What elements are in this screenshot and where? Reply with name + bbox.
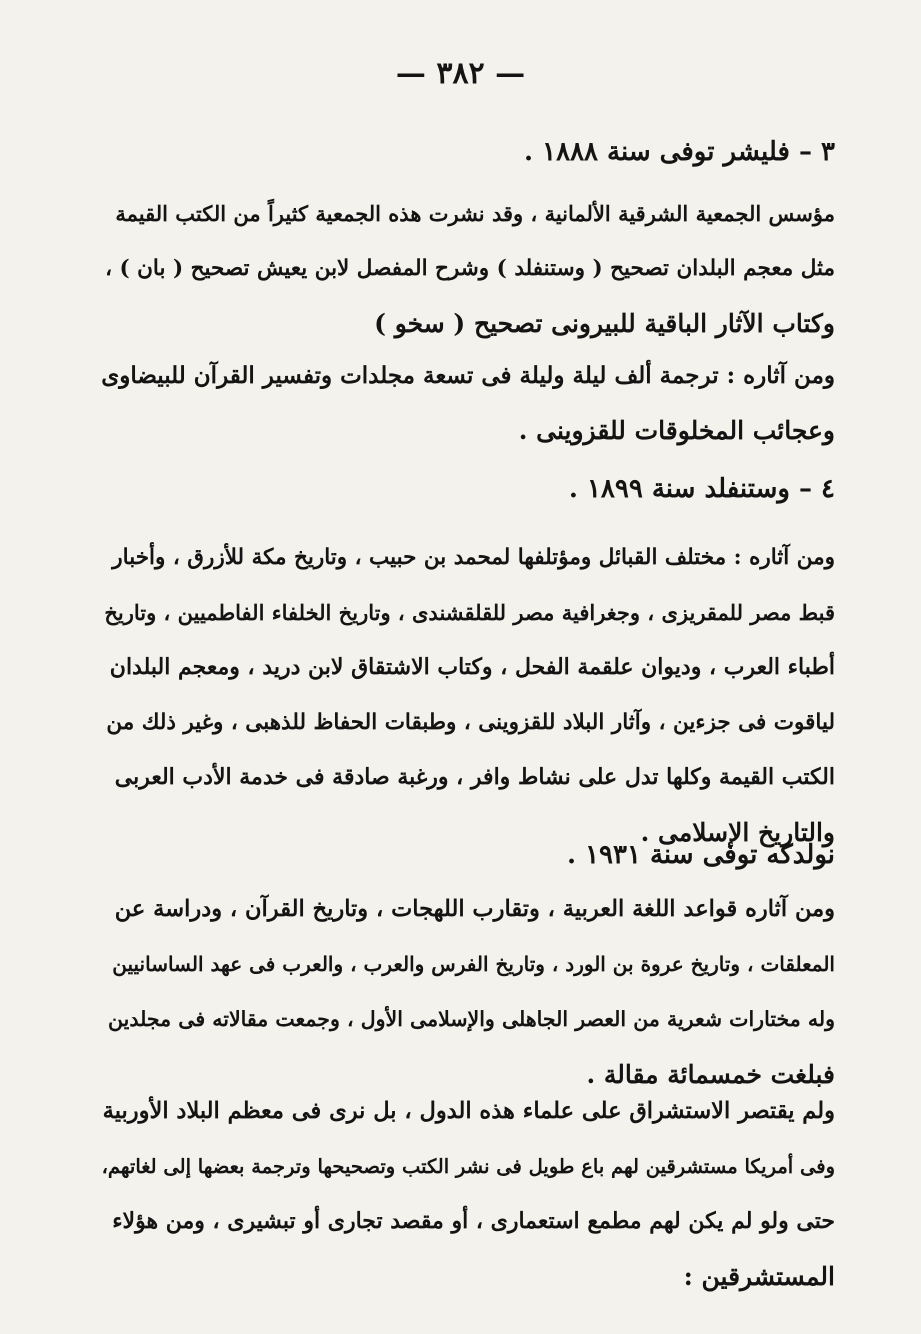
paragraph-line: ومن آثاره قواعد اللغة العربية ، وتقارب اللهجات ، وتاريخ القرآن ، ودراسة عن: [114, 896, 835, 922]
paragraph-line: فبلغت خمسمائة مقالة .: [586, 1060, 835, 1089]
paragraph-line: قبط مصر للمقريزى ، وجغرافية مصر للقلقشندى ، وتاريخ الخلفاء الفاطميين ، وتاريخ: [104, 600, 835, 625]
page-number: — ٣٨٢ —: [395, 56, 526, 91]
paragraph-line: وعجائب المخلوقات للقزوينى .: [518, 416, 835, 445]
paragraph-line: وكتاب الآثار الباقية للبيرونى تصحيح ( سخو ): [374, 309, 835, 338]
paragraph-fleischer-works: [100, 348, 835, 458]
heading-wustenfeld: ٤ – وستنفلد سنة ١٨٩٩ .: [568, 474, 835, 504]
paragraph-line: وله مختارات شعرية من العصر الجاهلى والإسلامى الأول ، وجمعت مقالاته فى مجلدين: [108, 1007, 835, 1031]
paragraph-noldeke-works: [100, 882, 835, 1102]
paragraph-line: حتى ولو لم يكن لهم مطمع استعمارى ، أو مقصد تجارى أو تبشيرى ، ومن هؤلاء: [112, 1208, 835, 1234]
paragraph-line: المعلقات ، وتاريخ عروة بن الورد ، وتاريخ الفرس والعرب ، والعرب فى عهد الساسانيين: [112, 952, 835, 976]
paragraph-line: ومن آثاره : ترجمة ألف ليلة وليلة فى تسعة مجلدات وتفسير القرآن للبيضاوى: [101, 362, 835, 389]
paragraph-line: ومن آثاره : مختلف القبائل ومؤتلفها لمحمد بن حبيب ، وتاريخ مكة للأزرق ، وأخبار: [112, 545, 835, 570]
paragraph-line: الكتب القيمة وكلها تدل على نشاط وافر ، ورغبة صادقة فى خدمة الأدب العربى: [114, 764, 835, 790]
paragraph-line: أطباء العرب ، وديوان علقمة الفحل ، وكتاب الاشتقاق لابن دريد ، ومعجم البلدان: [109, 654, 835, 680]
paragraph-line: المستشرقين :: [683, 1262, 835, 1291]
paragraph-orientalism: [100, 1084, 835, 1304]
paragraph-fleischer-society: [100, 186, 835, 351]
paragraph-line: ولم يقتصر الاستشراق على علماء هذه الدول ، بل نرى فى معظم البلاد الأوربية: [102, 1098, 835, 1124]
paragraph-line: مؤسس الجمعية الشرقية الألمانية ، وقد نشرت هذه الجمعية كثيراً من الكتب القيمة: [115, 201, 835, 226]
paragraph-wustenfeld-works: [100, 530, 835, 860]
paragraph-line: وفى أمريكا مستشرقين لهم باع طويل فى نشر الكتب وتصحيحها وترجمة بعضها إلى لغاتهم،: [101, 1155, 835, 1178]
paragraph-line: لياقوت فى جزءين ، وآثار البلاد للقزوينى ، وطبقات الحفاظ للذهبى ، وغير ذلك من: [106, 710, 835, 735]
heading-noldeke: نولدكه توفى سنة ١٩٣١ .: [566, 840, 835, 870]
paragraph-line: مثل معجم البلدان تصحيح ( وستنفلد ) وشرح المفصل لابن يعيش تصحيح ( بان ) ،: [105, 256, 835, 281]
heading-fleischer: ٣ – فليشر توفى سنة ١٨٨٨ .: [524, 137, 835, 167]
paragraph-line: والتاريخ الإسلامى .: [640, 818, 835, 847]
